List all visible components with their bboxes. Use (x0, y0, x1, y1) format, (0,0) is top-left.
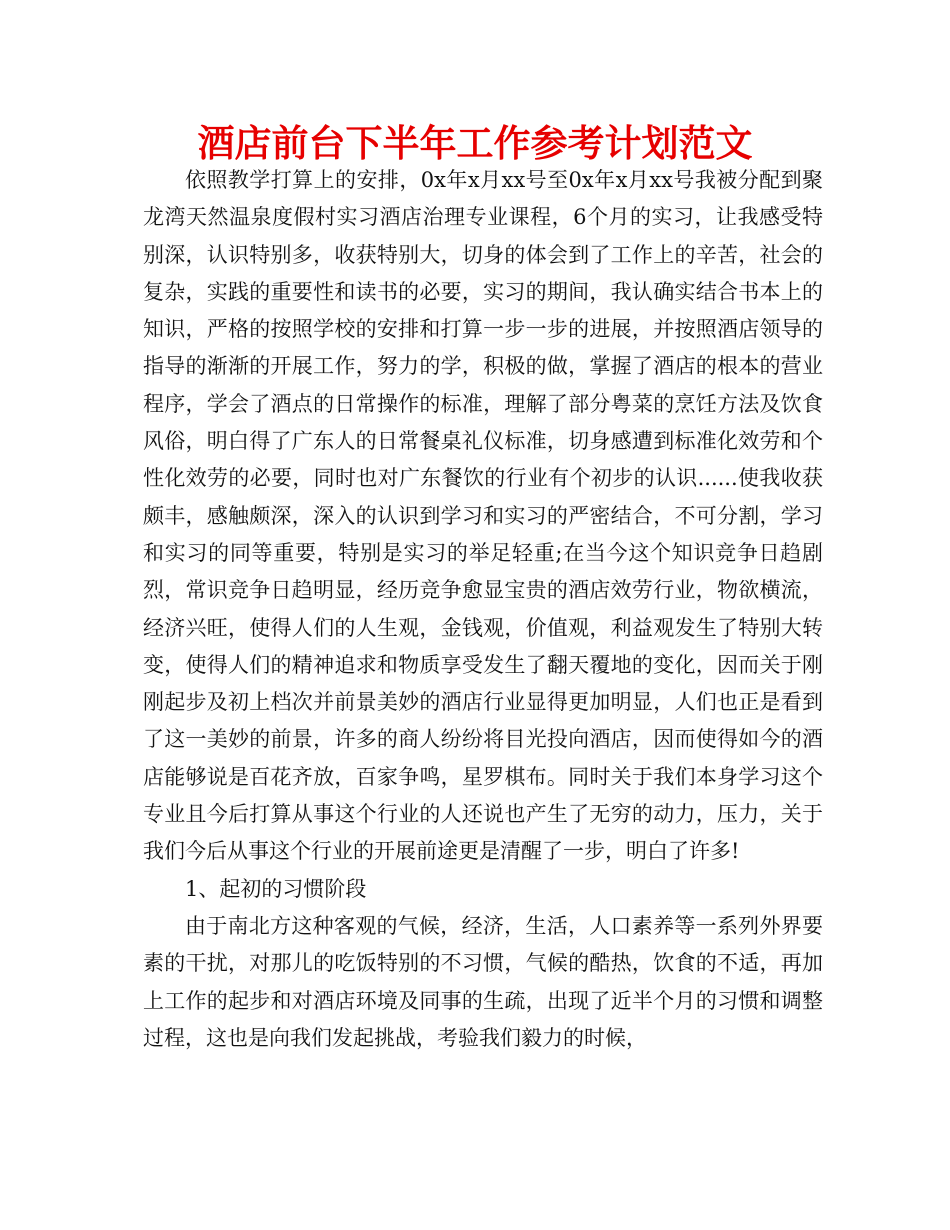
paragraph-intro: 依照教学打算上的安排，0x年x月xx号至0x年x月xx号我被分配到聚龙湾天然温泉度假村实习酒店治理专业课程，6个月的实习，让我感受特别深，认识特别多，收获特别大，切身的体会到了工作上的辛苦，社会的复杂，实践的重要性和读书的必要，实习的期间，我认确实结合书本上的知识，严格的按照学校的安排和打算一步一步的进展，并按照酒店领导的指导的渐渐的开展工作，努力的学，积极的做，掌握了酒店的根本的营业程序，学会了酒点的日常操作的标准，理解了部分粤菜的烹饪方法及饮食风俗，明白得了广东人的日常餐桌礼仪标准，切身感遭到标准化效劳和个性化效劳的必要，同时也对广东餐饮的行业有个初步的认识......使我收获颇丰，感触颇深，深入的认识到学习和实习的严密结合，不可分割，学习和实习的同等重要，特别是实习的举足轻重;在当今这个知识竞争日趋剧烈，常识竞争日趋明显，经历竞争愈显宝贵的酒店效劳行业，物欲横流，经济兴旺，使得人们的人生观，金钱观，价值观，利益观发生了特别大转变，使得人们的精神追求和物质享受发生了翻天覆地的变化，因而关于刚刚起步及初上档次并前景美妙的酒店行业显得更加明显，人们也正是看到了这一美妙的前景，许多的商人纷纷将目光投向酒店，因而使得如今的酒店能够说是百花齐放，百家争鸣，星罗棋布。同时关于我们本身学习这个专业且今后打算从事这个行业的人还说也产生了无穷的动力，压力，关于我们今后从事这个行业的开展前途更是清醒了一步，明白了许多! (143, 168, 823, 864)
document-body (143, 162, 823, 1057)
document-title: 酒店前台下半年工作参考计划范文 (197, 122, 753, 165)
section-heading: 1、起初的习惯阶段 (185, 876, 367, 901)
paragraph-section-1: 由于南北方这种客观的气候，经济，生活，人口素养等一系列外界要素的干扰，对那儿的吃饭特别的不习惯，气候的酷热，饮食的不适，再加上工作的起步和对酒店环境及同事的生疏，出现了近半个月的习惯和调整过程，这也是向我们发起挑战，考验我们毅力的时候， (143, 913, 823, 1050)
